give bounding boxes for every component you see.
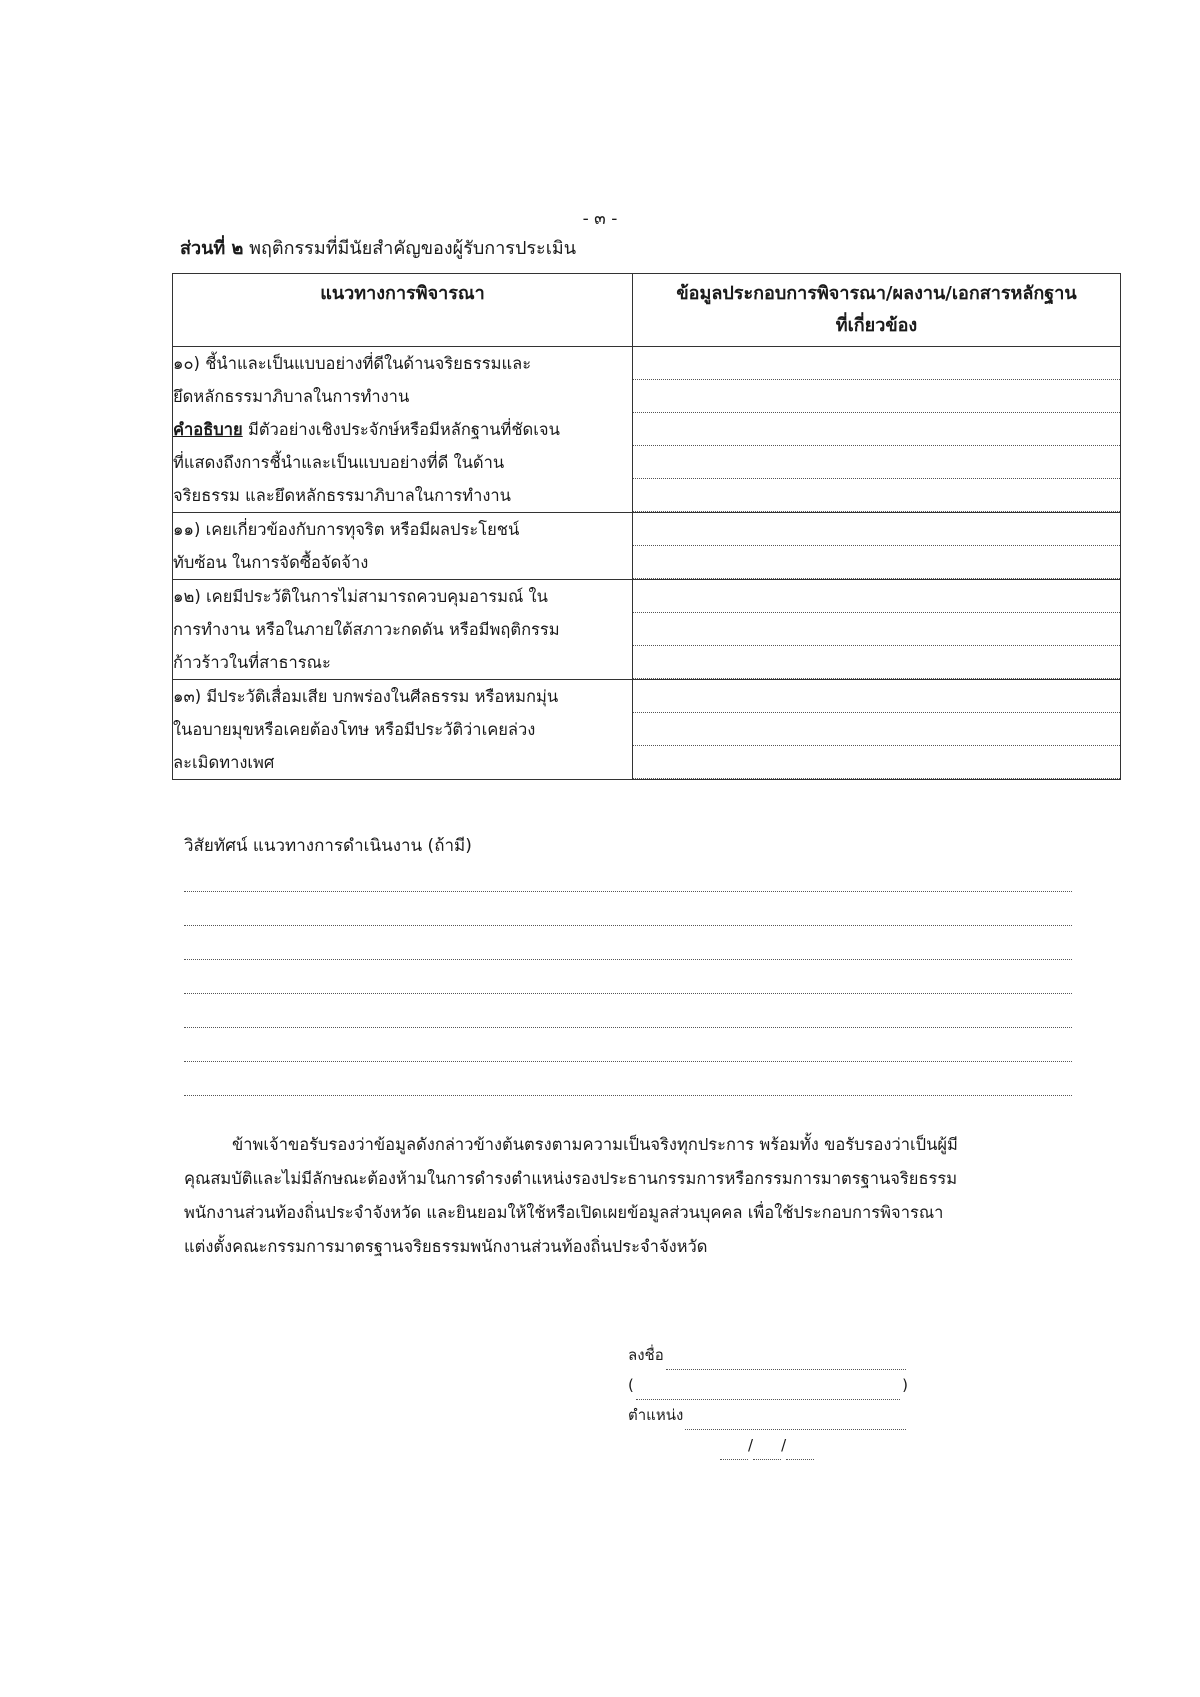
dotted-fill-line[interactable] bbox=[633, 513, 1120, 546]
criteria-line: ๑๐) ชี้นำและเป็นแบบอย่างที่ดีในด้านจริยธรรมและ bbox=[173, 354, 532, 373]
position-field[interactable] bbox=[685, 1409, 906, 1430]
dotted-fill-line[interactable] bbox=[633, 680, 1120, 713]
header-evidence-line2: ที่เกี่ยวข้อง bbox=[835, 315, 918, 336]
table-row bbox=[173, 580, 1121, 680]
criteria-line: การทำงาน หรือในภายใต้สภาวะกดดัน หรือมีพฤติกรรม bbox=[173, 620, 560, 639]
dotted-fill-line[interactable] bbox=[184, 926, 1072, 960]
certification-paragraph bbox=[184, 1128, 1084, 1264]
evidence-cell[interactable] bbox=[633, 580, 1121, 680]
certification-line: คุณสมบัติและไม่มีลักษณะต้องห้ามในการดำรงตำแหน่งรองประธานกรรมการหรือกรรมการมาตรฐานจริยธรรม bbox=[184, 1169, 958, 1188]
dotted-fill-line[interactable] bbox=[184, 994, 1072, 1028]
date-year-field[interactable] bbox=[786, 1441, 814, 1460]
dotted-fill-line[interactable] bbox=[633, 613, 1120, 646]
section-heading: พฤติกรรมที่มีนัยสำคัญของผู้รับการประเมิน bbox=[249, 238, 577, 259]
criteria-line: ๑๒) เคยมีประวัติในการไม่สามารถควบคุมอารมณ์ ใน bbox=[173, 587, 548, 606]
criteria-line: ยึดหลักธรรมาภิบาลในการทำงาน bbox=[173, 387, 410, 406]
table-row bbox=[173, 513, 1121, 580]
dotted-fill-line[interactable] bbox=[633, 413, 1120, 446]
date-row bbox=[628, 1430, 908, 1460]
section-title bbox=[180, 233, 576, 262]
criteria-note-line: จริยธรรม และยึดหลักธรรมาภิบาลในการทำงาน bbox=[173, 486, 511, 505]
name-row bbox=[628, 1370, 908, 1400]
dotted-fill-line[interactable] bbox=[633, 347, 1120, 380]
date-separator: / bbox=[781, 1436, 787, 1454]
table-header-row bbox=[173, 274, 1121, 347]
dotted-fill-line[interactable] bbox=[184, 892, 1072, 926]
criteria-line: ในอบายมุขหรือเคยต้องโทษ หรือมีประวัติว่าเคยล่วง bbox=[173, 720, 536, 739]
dotted-fill-line[interactable] bbox=[633, 546, 1120, 579]
open-paren: ( bbox=[628, 1376, 634, 1394]
evidence-cell[interactable] bbox=[633, 680, 1121, 780]
signature-row bbox=[628, 1340, 908, 1370]
position-label: ตำแหน่ง bbox=[628, 1406, 684, 1424]
signature-field[interactable] bbox=[666, 1349, 906, 1370]
section-label: ส่วนที่ ๒ bbox=[180, 238, 244, 259]
criteria-line: ละเมิดทางเพศ bbox=[173, 753, 275, 772]
criteria-line: ๑๑) เคยเกี่ยวข้องกับการทุจริต หรือมีผลประโยชน์ bbox=[173, 520, 520, 539]
name-field[interactable] bbox=[636, 1379, 900, 1400]
vision-label: วิสัยทัศน์ แนวทางการดำเนินงาน (ถ้ามี) bbox=[184, 836, 472, 856]
sign-label: ลงชื่อ bbox=[628, 1346, 664, 1364]
table-row bbox=[173, 680, 1121, 780]
evidence-cell[interactable] bbox=[633, 513, 1121, 580]
date-separator: / bbox=[748, 1436, 754, 1454]
dotted-fill-line[interactable] bbox=[184, 960, 1072, 994]
dotted-fill-line[interactable] bbox=[184, 858, 1072, 892]
dotted-fill-line[interactable] bbox=[633, 646, 1120, 679]
dotted-fill-line[interactable] bbox=[633, 580, 1120, 613]
dotted-fill-line[interactable] bbox=[633, 746, 1120, 779]
certification-line: ข้าพเจ้าขอรับรองว่าข้อมูลดังกล่าวข้างต้นตรงตามความเป็นจริงทุกประการ พร้อมทั้ง ขอรับรองว่าเป็นผู้มี bbox=[232, 1135, 958, 1154]
evidence-cell[interactable] bbox=[633, 347, 1121, 513]
vision-fill-area[interactable] bbox=[184, 858, 1072, 1096]
dotted-fill-line[interactable] bbox=[633, 713, 1120, 746]
criteria-cell bbox=[173, 347, 633, 513]
header-criteria: แนวทางการพิจารณา bbox=[173, 274, 633, 347]
criteria-line: ๑๓) มีประวัติเสื่อมเสีย บกพร่องในศีลธรรม หรือหมกมุ่น bbox=[173, 687, 559, 706]
dotted-fill-line[interactable] bbox=[633, 479, 1120, 512]
certification-line: พนักงานส่วนท้องถิ่นประจำจังหวัด และยินยอมให้ใช้หรือเปิดเผยข้อมูลส่วนบุคคล เพื่อใช้ประกอบการพิจารณา bbox=[184, 1203, 944, 1222]
date-day-field[interactable] bbox=[720, 1441, 748, 1460]
certification-line: แต่งตั้งคณะกรรมการมาตรฐานจริยธรรมพนักงานส่วนท้องถิ่นประจำจังหวัด bbox=[184, 1237, 708, 1256]
dotted-fill-line[interactable] bbox=[633, 446, 1120, 479]
header-evidence-line1: ข้อมูลประกอบการพิจารณา/ผลงาน/เอกสารหลักฐาน bbox=[676, 283, 1077, 304]
dotted-fill-line[interactable] bbox=[184, 1028, 1072, 1062]
signature-block bbox=[628, 1340, 908, 1460]
position-row bbox=[628, 1400, 908, 1430]
table-row bbox=[173, 347, 1121, 513]
page-number: - ๓ - bbox=[582, 209, 618, 229]
criteria-note-line bbox=[173, 413, 632, 446]
criteria-cell bbox=[173, 513, 633, 580]
note-text: มีตัวอย่างเชิงประจักษ์หรือมีหลักฐานที่ชัดเจน bbox=[242, 420, 560, 439]
criteria-line: ทับซ้อน ในการจัดซื้อจัดจ้าง bbox=[173, 553, 369, 572]
note-label: คำอธิบาย bbox=[173, 420, 243, 439]
dotted-fill-line[interactable] bbox=[184, 1062, 1072, 1096]
close-paren: ) bbox=[902, 1376, 908, 1394]
criteria-cell bbox=[173, 580, 633, 680]
criteria-cell bbox=[173, 680, 633, 780]
criteria-note-line: ที่แสดงถึงการชี้นำและเป็นแบบอย่างที่ดี ในด้าน bbox=[173, 453, 505, 472]
criteria-table bbox=[172, 273, 1121, 780]
dotted-fill-line[interactable] bbox=[633, 380, 1120, 413]
date-month-field[interactable] bbox=[753, 1441, 781, 1460]
header-evidence bbox=[633, 274, 1121, 347]
criteria-line: ก้าวร้าวในที่สาธารณะ bbox=[173, 653, 331, 672]
